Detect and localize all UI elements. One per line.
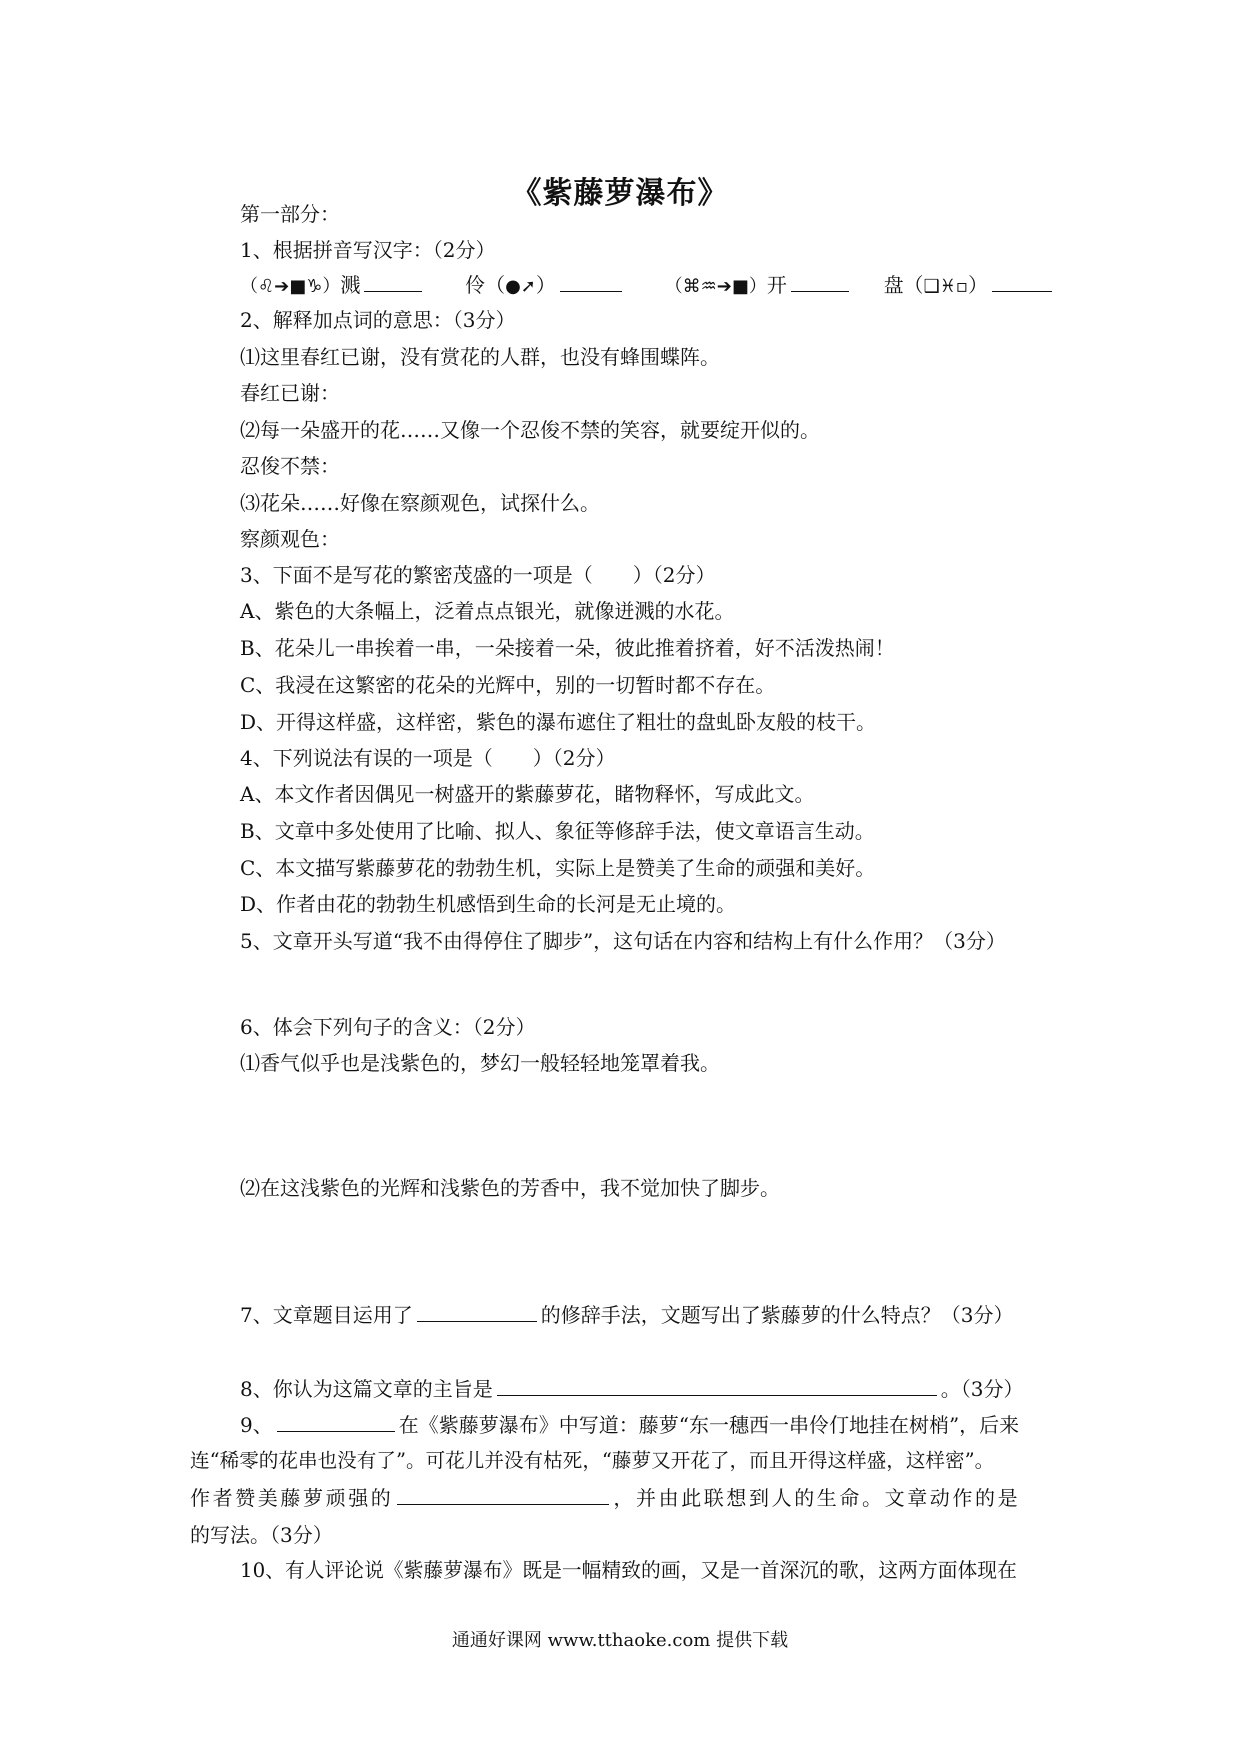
q2-sentence-2: ⑵每一朵盛开的花……又像一个忍俊不禁的笑容，就要绽开似的。 [240,418,820,442]
q4-option-b: B、文章中多处使用了比喻、拟人、象征等修辞手法，使文章语言生动。 [240,819,875,843]
q1-item1-char: 溅 [340,273,361,297]
q9-line-3 [190,1484,1020,1512]
q2-sentence-1: ⑴这里春红已谢，没有赏花的人群，也没有蜂围蝶阵。 [240,345,720,369]
q1-item4-suffix: ） [968,273,989,297]
q3-option-c: C、我浸在这繁密的花朵的光辉中，别的一切暂时都不存在。 [240,673,776,697]
part-label: 第一部分： [240,202,340,226]
q1-item3-char: 开 [766,273,787,297]
q1-item2-suffix: ） [535,273,556,297]
q3-option-a: A、紫色的大条幅上，泛着点点银光，就像迸溅的水花。 [240,599,735,623]
q1-item2-pinyin: ●➚ [505,276,536,297]
q9-line-2: 连“稀零的花串也没有了”。可花儿并没有枯死，“藤萝又开花了，而且开得这样盛，这样密”。 [190,1449,995,1472]
document-title: 《紫藤萝瀑布》 [511,176,729,211]
q9-line1-text: 在《紫藤萝瀑布》中写道：藤萝“东一穗西一串伶仃地挂在树梢”，后来 [398,1413,1020,1437]
q6-sentence-1: ⑴香气似乎也是浅紫色的，梦幻一般轻轻地笼罩着我。 [240,1051,720,1075]
q1-items [240,271,1056,301]
q7-prefix: 7、文章题目运用了 [240,1303,413,1327]
q8-prefix: 8、你认为这篇文章的主旨是 [240,1377,493,1401]
q1-blank-1[interactable] [364,271,422,292]
q7-suffix: 的修辞手法，文题写出了紫藤萝的什么特点？（3分） [540,1303,1014,1327]
q1-item4-prefix: 盘（ [883,273,924,297]
q2-answer-3: 察颜观色： [240,527,340,551]
q4-option-c: C、本文描写紫藤萝花的勃勃生机，实际上是赞美了生命的顽强和美好。 [240,856,876,880]
q7-line [240,1301,1013,1329]
q2-answer-1: 春红已谢： [240,381,340,405]
q2-sentence-3: ⑶花朵……好像在察颜观色，试探什么。 [240,491,600,515]
q6-sentence-2: ⑵在这浅紫色的光辉和浅紫色的芳香中，我不觉加快了脚步。 [240,1176,780,1200]
q10-stem: 10、有人评论说《紫藤萝瀑布》既是一幅精致的画，又是一首深沉的歌，这两方面体现在 [240,1559,1017,1582]
q4-stem: 4、下列说法有误的一项是（ ）（2分） [240,746,616,770]
q9-prefix: 9、 [240,1413,273,1437]
q1-stem: 1、根据拼音写汉字：（2分） [240,238,496,262]
q7-blank[interactable] [417,1301,537,1322]
q4-option-a: A、本文作者因偶见一树盛开的紫藤萝花，睹物释怀，写成此文。 [240,782,815,806]
q3-option-d: D、开得这样盛，这样密，紫色的瀑布遮住了粗壮的盘虬卧友般的枝干。 [240,710,877,734]
q1-item3-pinyin: （⌘♒➔■） [664,276,767,297]
q9-line3-suffix: ，并由此联想到人的生命。文章动作的是 [613,1486,1021,1510]
q1-blank-3[interactable] [791,271,849,292]
q2-answer-2: 忍俊不禁： [240,454,340,478]
q8-blank[interactable] [497,1375,937,1396]
q3-stem: 3、下面不是写花的繁密茂盛的一项是（ ）（2分） [240,563,716,587]
q9-line3-prefix: 作者赞美藤萝顽强的 [190,1486,394,1510]
q5-stem: 5、文章开头写道“我不由得停住了脚步”，这句话在内容和结构上有什么作用？（3分） [240,929,1006,953]
q1-blank-2[interactable] [560,271,622,292]
q8-line [240,1375,1023,1403]
q9-blank-1[interactable] [277,1411,395,1432]
q9-blank-2[interactable] [397,1484,609,1505]
q3-option-b: B、花朵儿一串挨着一串，一朵接着一朵，彼此推着挤着，好不活泼热闹！ [240,636,895,660]
q6-stem: 6、体会下列句子的含义：（2分） [240,1015,536,1039]
q9-line-4: 的写法。（3分） [190,1523,333,1547]
q9-line-1 [240,1411,1019,1439]
q1-item1-pinyin: （♌➔■♑） [240,276,341,297]
q4-option-d: D、作者由花的勃勃生机感悟到生命的长河是无止境的。 [240,892,737,916]
q1-item4-pinyin: ❑♓▫ [923,276,969,297]
q2-stem: 2、解释加点词的意思：（3分） [240,308,516,332]
page-footer: 通通好课网 www.tthaoke.com 提供下载 [451,1630,789,1651]
q1-blank-4[interactable] [992,271,1052,292]
q1-item2-prefix: 伶（ [465,273,506,297]
q8-suffix: 。（3分） [940,1377,1024,1401]
